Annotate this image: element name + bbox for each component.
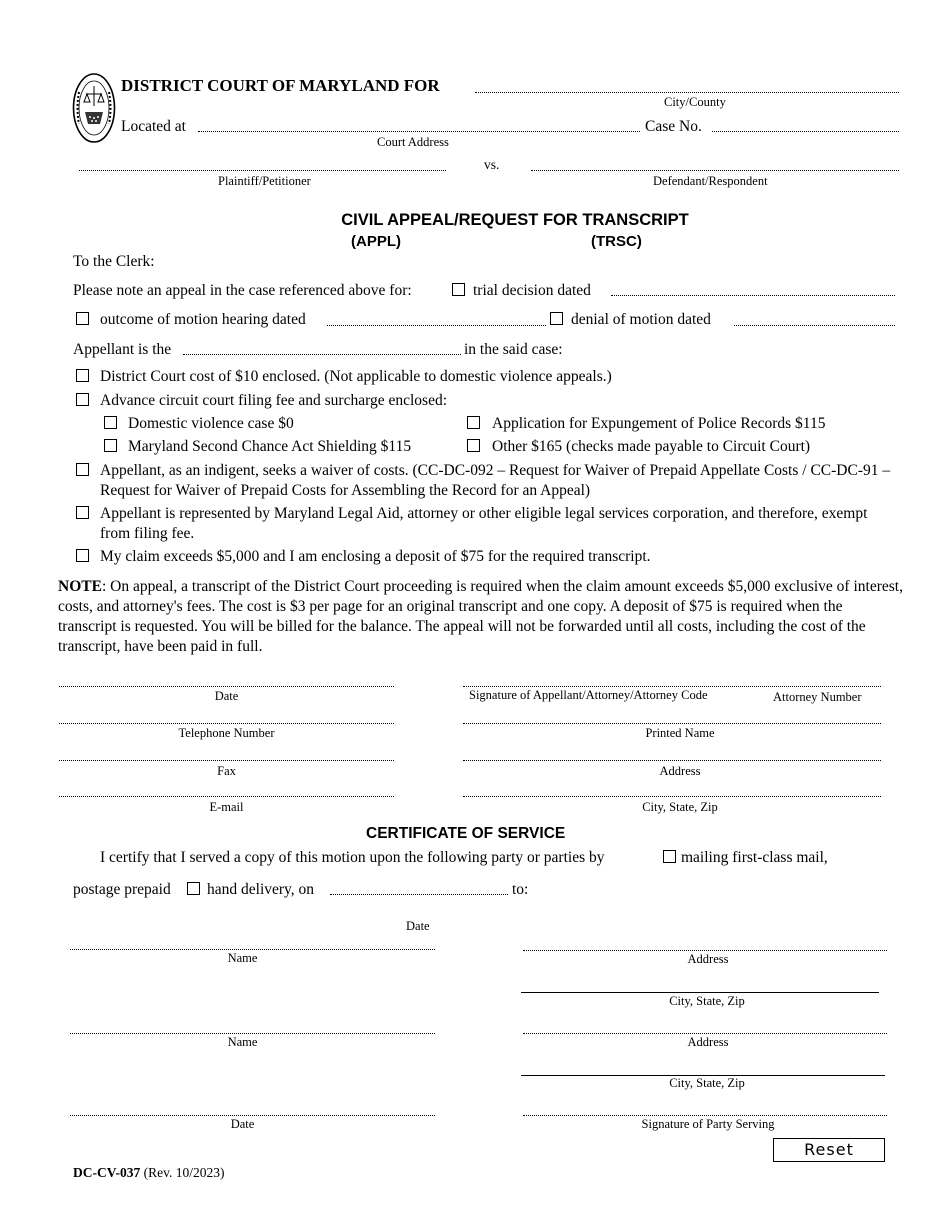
- form-footer: [73, 1165, 225, 1181]
- party2-address-label: Address: [687, 1035, 729, 1049]
- attorney-number-label: Attorney Number: [773, 690, 862, 704]
- party-serving-signature-label: Signature of Party Serving: [641, 1117, 775, 1131]
- plaintiff-field[interactable]: [79, 170, 446, 171]
- signature-label: Signature of Appellant/Attorney/Attorney Code: [469, 688, 708, 702]
- appellant-is-the-label: Appellant is the: [73, 341, 172, 358]
- form-title: CIVIL APPEAL/REQUEST FOR TRANSCRIPT: [341, 211, 689, 229]
- vs-label: vs.: [484, 157, 500, 172]
- party-serving-signature-field[interactable]: [523, 1115, 887, 1116]
- court-address-field[interactable]: [198, 131, 640, 132]
- address-field[interactable]: [463, 760, 881, 761]
- party1-name-label: Name: [227, 951, 258, 965]
- advance-fee-checkbox[interactable]: [76, 393, 89, 406]
- trial-decision-date-field[interactable]: [611, 295, 895, 296]
- claim-deposit-checkbox[interactable]: [76, 549, 89, 562]
- to-label: to:: [512, 881, 529, 898]
- legal-aid-label: Appellant is represented by Maryland Legal Aid, attorney or other eligible legal services corporation, and therefore, exempt from filing fee.: [100, 505, 868, 542]
- mailing-label: mailing first-class mail,: [681, 849, 828, 866]
- second-chance-label: Maryland Second Chance Act Shielding $115: [128, 438, 412, 455]
- denial-motion-date-field[interactable]: [734, 325, 895, 326]
- court-seal-icon: [72, 72, 116, 144]
- indigent-checkbox[interactable]: [76, 463, 89, 476]
- note-paragraph: [58, 577, 903, 657]
- service-date-label: Date: [406, 919, 430, 933]
- date-field[interactable]: [59, 686, 394, 687]
- defendant-field[interactable]: [531, 170, 899, 171]
- form-code-appl: (APPL): [351, 233, 401, 250]
- hand-delivery-checkbox[interactable]: [187, 882, 200, 895]
- party2-address-field[interactable]: [523, 1033, 887, 1034]
- note-label: NOTE: [58, 578, 102, 595]
- in-said-case-label: in the said case:: [464, 341, 563, 358]
- claim-deposit-label: My claim exceeds $5,000 and I am enclosing a deposit of $75 for the required transcript.: [100, 548, 651, 565]
- postage-prepaid-label: postage prepaid: [73, 881, 171, 898]
- plaintiff-label: Plaintiff/Petitioner: [218, 174, 311, 188]
- printed-name-label: Printed Name: [645, 726, 715, 740]
- to-clerk: To the Clerk:: [73, 253, 155, 270]
- email-label: E-mail: [209, 800, 244, 814]
- printed-name-field[interactable]: [463, 723, 881, 724]
- fax-field[interactable]: [59, 760, 394, 761]
- form-number: DC-CV-037: [73, 1165, 141, 1180]
- fax-label: Fax: [217, 764, 236, 778]
- other-165-label: Other $165 (checks made payable to Circuit Court): [492, 438, 811, 455]
- service-date-field[interactable]: [330, 894, 508, 895]
- other-165-checkbox[interactable]: [467, 439, 480, 452]
- city-state-zip-label: City, State, Zip: [642, 800, 718, 814]
- second-chance-checkbox[interactable]: [104, 439, 117, 452]
- email-field[interactable]: [59, 796, 394, 797]
- reset-button[interactable]: Reset: [773, 1138, 885, 1162]
- appellant-role-field[interactable]: [183, 354, 461, 355]
- party1-name-field[interactable]: [70, 949, 435, 950]
- note-text: : On appeal, a transcript of the District Court proceeding is required when the claim amount exceeds $5,000 exclusive of interest, costs, and attorney's fees. The cost is $3 per page for an original transcript and one copy. A deposit of $75 is required when the transcript is requested. You will be billed for the balance. The appeal will not be forwarded until all costs, including the cost of the transcript, have been paid in full.: [58, 578, 903, 655]
- mailing-checkbox[interactable]: [663, 850, 676, 863]
- court-address-label: Court Address: [377, 135, 449, 149]
- dv-case-label: Domestic violence case $0: [128, 415, 294, 432]
- party1-city-field[interactable]: [521, 992, 879, 993]
- case-no-label: Case No.: [645, 118, 702, 135]
- court-seal: [72, 72, 116, 144]
- expungement-checkbox[interactable]: [467, 416, 480, 429]
- trial-decision-checkbox[interactable]: [452, 283, 465, 296]
- expungement-label: Application for Expungement of Police Records $115: [492, 415, 826, 432]
- address-label: Address: [659, 764, 701, 778]
- form-code-trsc: (TRSC): [591, 233, 642, 250]
- cost-10-checkbox[interactable]: [76, 369, 89, 382]
- party2-city-label: City, State, Zip: [669, 1076, 745, 1090]
- case-no-field[interactable]: [712, 131, 899, 132]
- denial-motion-label: denial of motion dated: [571, 311, 711, 328]
- outcome-motion-date-field[interactable]: [327, 325, 546, 326]
- outcome-motion-label: outcome of motion hearing dated: [100, 311, 306, 328]
- city-county-field[interactable]: [475, 92, 899, 93]
- party1-address-field[interactable]: [523, 950, 887, 951]
- party2-name-field[interactable]: [70, 1033, 435, 1034]
- advance-fee-label: Advance circuit court filing fee and surcharge enclosed:: [100, 392, 448, 409]
- located-at-label: Located at: [121, 118, 186, 135]
- telephone-label: Telephone Number: [178, 726, 275, 740]
- appeal-intro: Please note an appeal in the case referenced above for:: [73, 282, 412, 299]
- cert-date-field[interactable]: [70, 1115, 435, 1116]
- indigent-label: Appellant, as an indigent, seeks a waiver of costs. (CC-DC-092 – Request for Waiver of Prepaid Appellate Costs / CC-DC-91 – Request for Waiver of Prepaid Costs for Assembling the Record for an Appeal): [100, 462, 891, 499]
- certificate-line1: I certify that I served a copy of this motion upon the following party or parties by: [100, 849, 605, 866]
- party2-name-label: Name: [227, 1035, 258, 1049]
- city-county-label: City/County: [664, 95, 726, 109]
- defendant-label: Defendant/Respondent: [653, 174, 768, 188]
- denial-motion-checkbox[interactable]: [550, 312, 563, 325]
- cert-date-label: Date: [230, 1117, 255, 1131]
- dv-case-checkbox[interactable]: [104, 416, 117, 429]
- party1-address-label: Address: [687, 952, 729, 966]
- date-label: Date: [214, 689, 239, 703]
- certificate-title: CERTIFICATE OF SERVICE: [366, 825, 566, 842]
- cost-10-label: District Court cost of $10 enclosed. (Not applicable to domestic violence appeals.): [100, 368, 612, 385]
- city-state-zip-field[interactable]: [463, 796, 881, 797]
- party1-city-label: City, State, Zip: [669, 994, 745, 1008]
- signature-field[interactable]: [463, 686, 881, 687]
- trial-decision-label: trial decision dated: [473, 282, 591, 299]
- legal-aid-checkbox[interactable]: [76, 506, 89, 519]
- form-revision: (Rev. 10/2023): [143, 1165, 225, 1180]
- court-title: DISTRICT COURT OF MARYLAND FOR: [121, 76, 440, 95]
- outcome-motion-checkbox[interactable]: [76, 312, 89, 325]
- telephone-field[interactable]: [59, 723, 394, 724]
- hand-delivery-label: hand delivery, on: [207, 881, 315, 898]
